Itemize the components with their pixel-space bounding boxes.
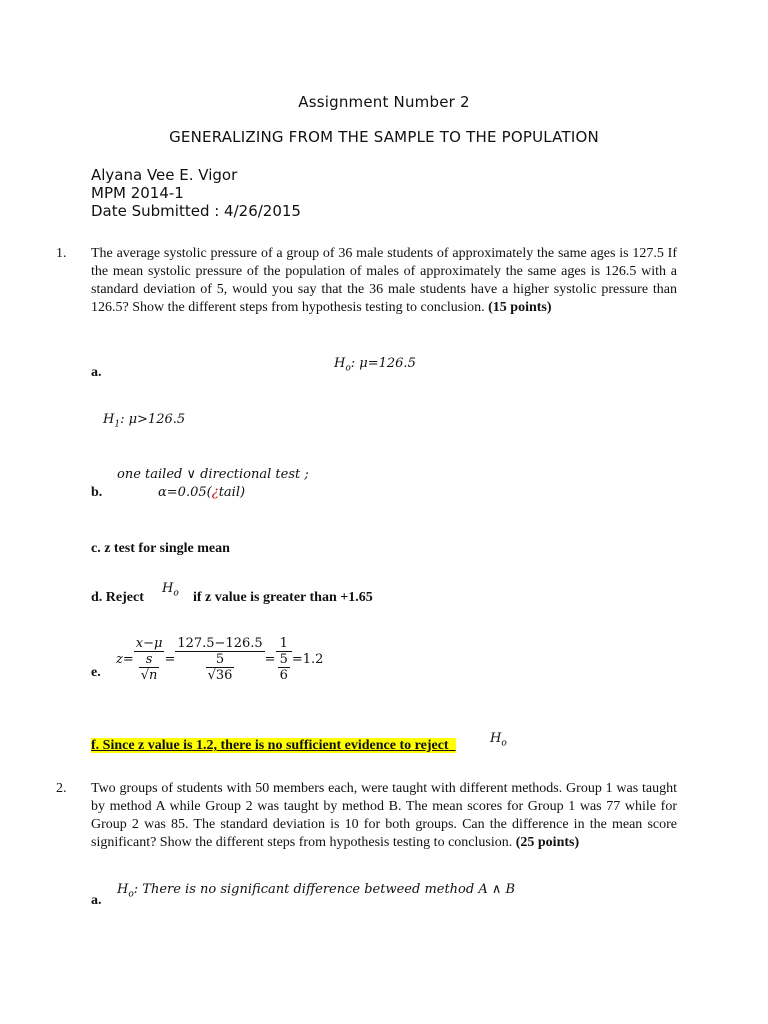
q1-a-label: a. <box>91 365 102 380</box>
q1-alt-hypothesis <box>103 412 185 430</box>
six-symbol: 6 <box>279 668 288 683</box>
frac-s-sqrt-n <box>139 652 160 683</box>
page-subtitle: GENERALIZING FROM THE SAMPLE TO THE POPULATION <box>169 128 599 146</box>
f-h-sub: o <box>501 738 507 749</box>
one-symbol: 1 <box>276 636 292 652</box>
h0-rest: : μ=126.5 <box>350 356 416 371</box>
frac-values-den <box>175 652 264 683</box>
alpha-value: α=0.05( <box>158 485 212 500</box>
q1-text <box>91 245 677 317</box>
sqrt-36: √36 <box>207 668 233 683</box>
conclusion-text: f. Since z value is 1.2, there is no sufficient evidence to reject <box>91 738 449 753</box>
frac-simplified <box>276 636 292 683</box>
f-h-symbol: H <box>490 731 502 746</box>
frac-values <box>175 636 264 683</box>
frac-general <box>134 636 165 683</box>
q1-b-test-type: one tailed ∨ directional test ; <box>117 467 309 482</box>
q1-body: The average systolic pressure of a group of 36 male students of approximately the same ages is 127.5 If the mean systolic pressure of the population of males of approximately the same ages is 126.5 with a standard deviation of 5, would you say that the 36 male students have a higher systolic pressure than 126.5? Show the different steps from hypothesis testing to conclusion. <box>91 246 677 315</box>
q2-points: (25 points) <box>515 835 580 850</box>
d-h-sub: o <box>173 588 179 599</box>
q1-f-h0 <box>490 731 507 749</box>
frac-simplified-den <box>276 652 292 683</box>
five-b-symbol: 5 <box>279 652 288 667</box>
frac-general-den <box>134 652 165 683</box>
q1-e-label: e. <box>91 665 101 680</box>
q1-b-label: b. <box>91 485 103 500</box>
q2-a-label: a. <box>91 893 102 908</box>
q1-d-h0 <box>162 581 179 599</box>
student-info <box>91 166 301 220</box>
h1-symbol: H <box>103 412 115 427</box>
q1-f-conclusion <box>91 738 456 754</box>
z-equals: z= <box>116 652 134 667</box>
q1-d-criterion: if z value is greater than +1.65 <box>193 590 373 605</box>
q1-points: (15 points) <box>488 300 552 315</box>
h0-sub: o <box>345 363 351 374</box>
q2-number: 2. <box>56 781 67 796</box>
s-symbol: s <box>139 652 160 668</box>
frac-5-sqrt36 <box>206 652 235 683</box>
q1-null-hypothesis <box>334 356 416 374</box>
q1-c-test: c. z test for single mean <box>91 541 230 556</box>
h1-sub: 1 <box>114 419 121 430</box>
frac-values-num: 127.5−126.5 <box>177 636 263 651</box>
h0-symbol: H <box>334 356 346 371</box>
eq2: = <box>264 652 276 667</box>
conclusion-pad <box>449 738 456 753</box>
q2-h0-sub: o <box>128 889 134 900</box>
h1-rest: : μ>126.5 <box>120 412 186 427</box>
frac-general-num: x−μ <box>135 636 163 651</box>
q1-b-alpha <box>158 485 245 500</box>
q1-d-reject: d. Reject <box>91 590 144 605</box>
q1-z-formula <box>116 636 323 683</box>
student-course: MPM 2014-1 <box>91 184 184 202</box>
student-name: Alyana Vee E. Vigor <box>91 166 238 184</box>
z-result: =1.2 <box>291 652 324 667</box>
eq1: = <box>164 652 176 667</box>
q2-null-hypothesis <box>117 882 515 900</box>
q1-number: 1. <box>56 246 67 261</box>
q2-text <box>91 780 677 852</box>
q2-h0-symbol: H <box>117 882 129 897</box>
five-symbol: 5 <box>206 652 235 668</box>
page-title: Assignment Number 2 <box>298 93 470 111</box>
sqrt-n: √n <box>140 668 158 683</box>
date-submitted: Date Submitted : 4/26/2015 <box>91 202 301 220</box>
q2-body: Two groups of students with 50 members each, were taught with different methods. Group 1 was taught by method A while Group 2 was taught by method B. The mean scores for Group 1 was 77 while for Group 2 was 85. The standard deviation is 10 for both groups. Can the difference in the mean score significant? Show the different steps from hypothesis testing to conclusion. <box>91 781 677 850</box>
q2-h0-rest: : There is no significant difference betweed method A ∧ B <box>133 882 516 897</box>
alpha-red-glyph: ¿ <box>211 485 219 500</box>
d-h-symbol: H <box>162 581 174 596</box>
alpha-tail: tail) <box>218 485 246 500</box>
frac-5-6 <box>278 652 290 683</box>
